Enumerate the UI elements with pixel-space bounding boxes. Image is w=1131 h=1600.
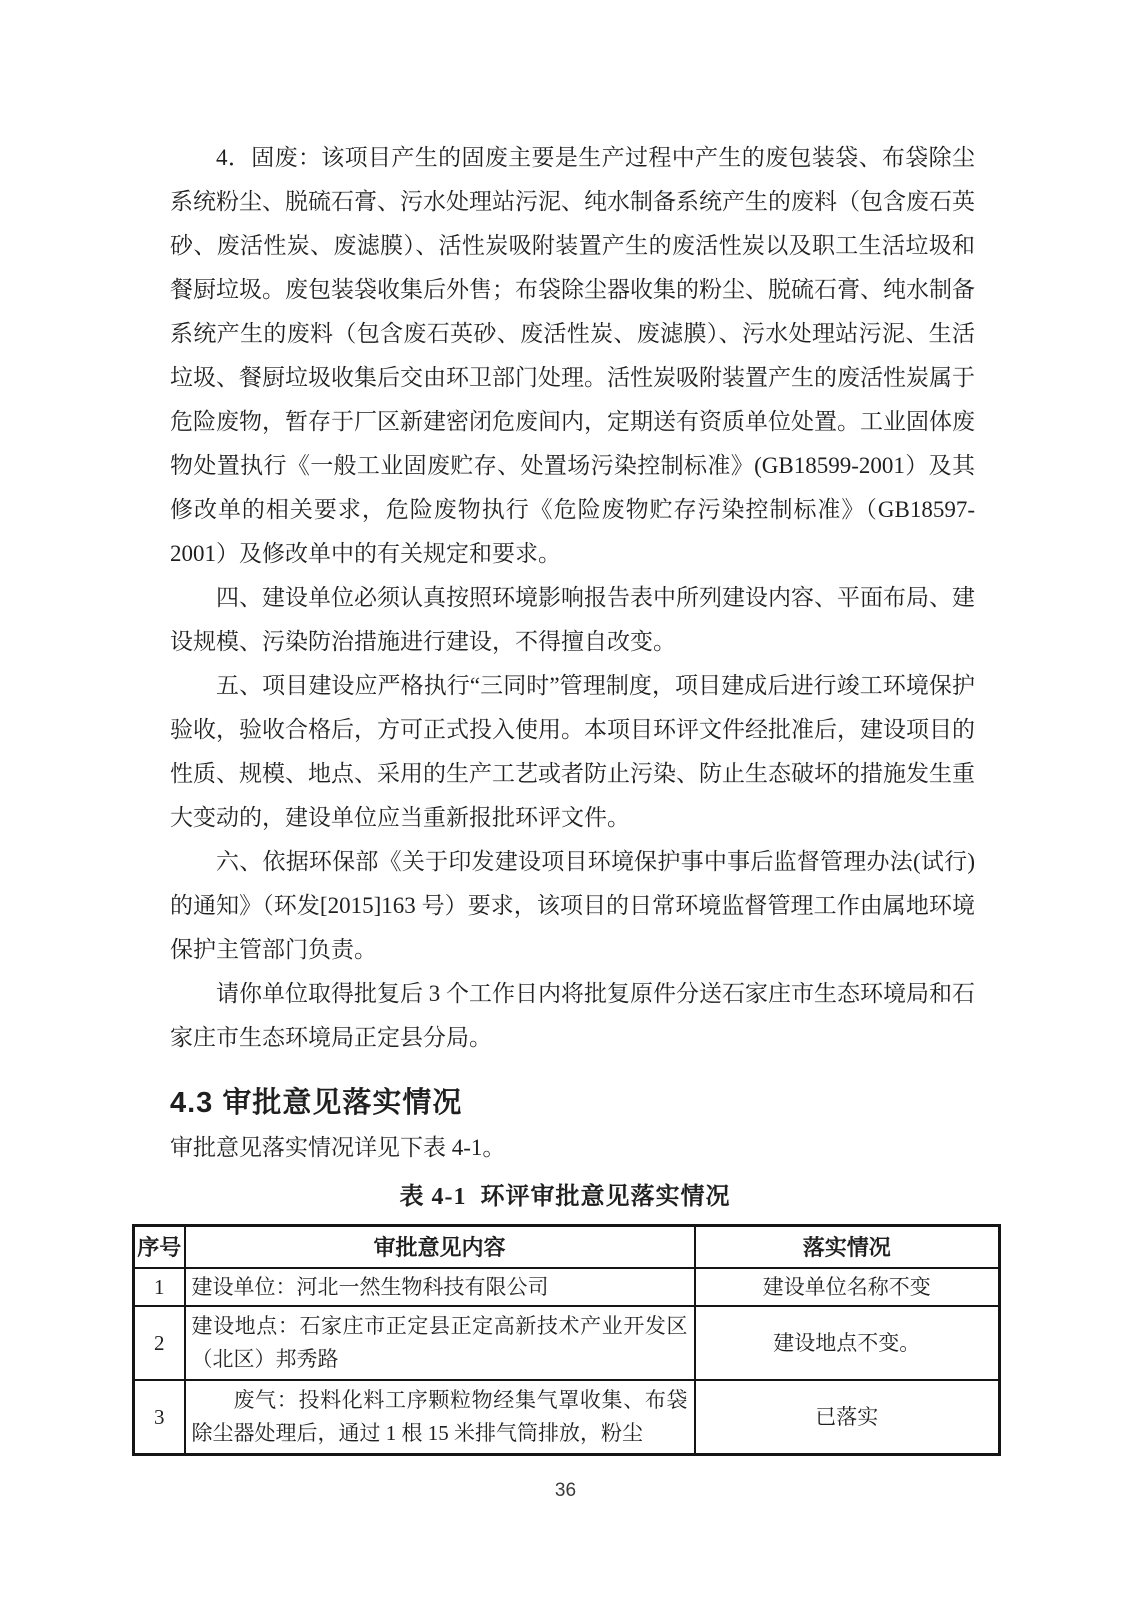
paragraph-item-five: 五、项目建设应严格执行“三同时”管理制度，项目建成后进行竣工环境保护验收，验收合格后，方可正式投入使用。本项目环评文件经批准后，建设项目的性质、规模、地点、采用的生产工艺或者防止污染、防止生态破坏的措施发生重大变动的，建设单位应当重新报批环评文件。 bbox=[170, 673, 975, 830]
cell-no: 2 bbox=[134, 1306, 185, 1380]
body-text bbox=[170, 136, 975, 1060]
cell-no: 3 bbox=[134, 1380, 185, 1455]
section-intro: 审批意见落实情况详见下表 4-1。 bbox=[170, 1135, 506, 1160]
header-cell-no: 序号 bbox=[134, 1226, 185, 1269]
paragraph-solid-waste: 4．固废：该项目产生的固废主要是生产过程中产生的废包装袋、布袋除尘系统粉尘、脱硫石膏、污水处理站污泥、纯水制备系统产生的废料（包含废石英砂、废活性炭、废滤膜）、活性炭吸附装置产生的废活性炭以及职工生活垃圾和餐厨垃圾。废包装袋收集后外售；布袋除尘器收集的粉尘、脱硫石膏、纯水制备系统产生的废料（包含废石英砂、废活性炭、废滤膜）、污水处理站污泥、生活垃圾、餐厨垃圾收集后交由环卫部门处理。活性炭吸附装置产生的废活性炭属于危险废物，暂存于厂区新建密闭危废间内，定期送有资质单位处置。工业固体废物处置执行《一般工业固废贮存、处置场污染控制标准》(GB18599-2001）及其修改单的相关要求，危险废物执行《危险废物贮存污染控制标准》（GB18597-2001）及修改单中的有关规定和要求。 bbox=[170, 145, 975, 566]
page-content bbox=[132, 136, 998, 1456]
cell-status: 建设地点不变。 bbox=[695, 1306, 1000, 1380]
cell-status: 建设单位名称不变 bbox=[695, 1268, 1000, 1306]
table-caption: 表 4-1 环评审批意见落实情况 bbox=[399, 1184, 731, 1210]
cell-content: 废气：投料化料工序颗粒物经集气罩收集、布袋除尘器处理后，通过 1 根 15 米排气筒排放，粉尘 bbox=[185, 1380, 695, 1455]
table-header-row bbox=[134, 1226, 1000, 1269]
paragraph-item-four: 四、建设单位必须认真按照环境影响报告表中所列建设内容、平面布局、建设规模、污染防治措施进行建设，不得擅自改变。 bbox=[170, 585, 975, 654]
table-row bbox=[134, 1306, 1000, 1380]
paragraph-dispatch-notice: 请你单位取得批复后 3 个工作日内将批复原件分送石家庄市生态环境局和石家庄市生态环境局正定县分局。 bbox=[170, 981, 975, 1050]
cell-content: 建设单位：河北一然生物科技有限公司 bbox=[185, 1268, 695, 1306]
table-row bbox=[134, 1268, 1000, 1306]
header-cell-status: 落实情况 bbox=[695, 1226, 1000, 1269]
approval-implementation-table bbox=[132, 1224, 1001, 1456]
header-cell-content: 审批意见内容 bbox=[185, 1226, 695, 1269]
cell-no: 1 bbox=[134, 1268, 185, 1306]
cell-content: 建设地点：石家庄市正定县正定高新技术产业开发区（北区）邦秀路 bbox=[185, 1306, 695, 1380]
paragraph-item-six: 六、依据环保部《关于印发建设项目环境保护事中事后监督管理办法(试行)的通知》（环发[2015]163 号）要求，该项目的日常环境监督管理工作由属地环境保护主管部门负责。 bbox=[170, 849, 975, 962]
cell-status: 已落实 bbox=[695, 1380, 1000, 1455]
section-heading: 4.3 审批意见落实情况 bbox=[170, 1087, 463, 1119]
page-number: 36 bbox=[554, 1480, 577, 1501]
table-row bbox=[134, 1380, 1000, 1455]
